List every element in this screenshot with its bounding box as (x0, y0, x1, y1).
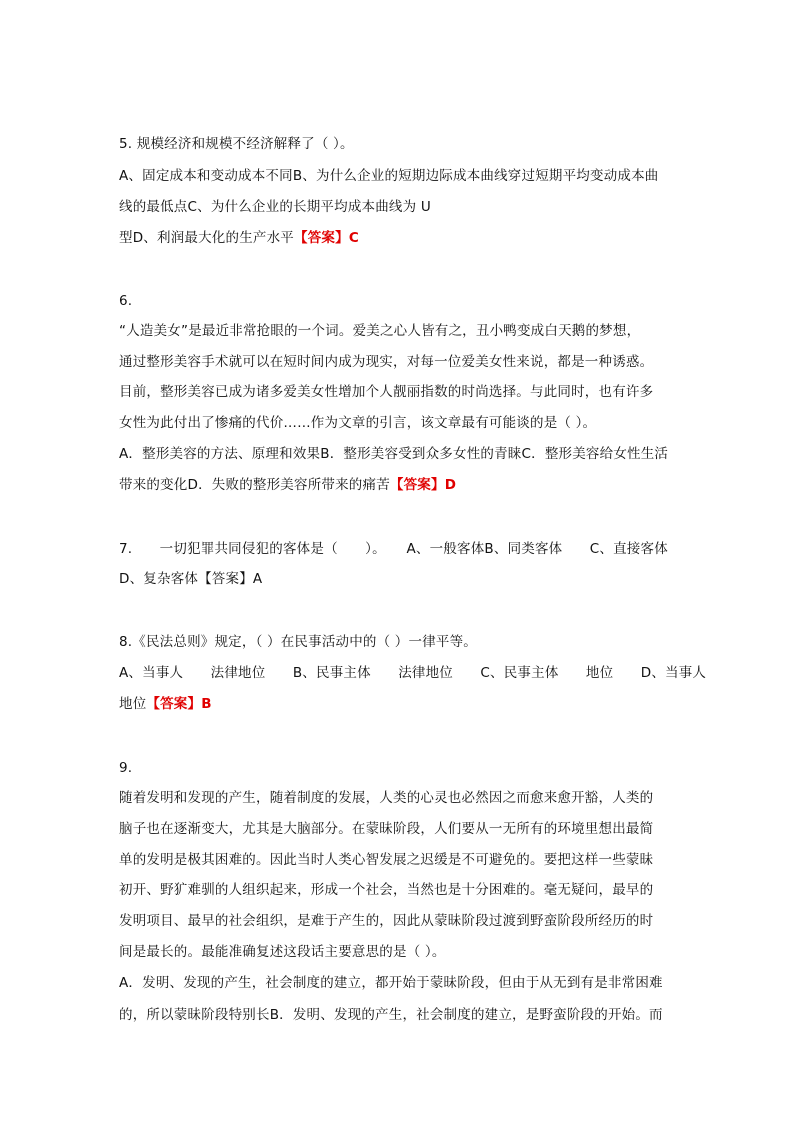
q6-passage-line-4: 女性为此付出了惨痛的代价……作为文章的引言，该文章最有可能谈的是（ ）。 (119, 415, 597, 431)
q6-passage-line-2: 通过整形美容手术就可以在短时间内成为现实，对每一位爱美女性来说，都是一种诱惑。 (119, 354, 654, 370)
q7-option-text: D、复杂客体 (119, 571, 199, 587)
q5-answer: C (348, 230, 359, 246)
q9-options-line-1: A．发明、发现的产生，社会制度的建立，都开始于蒙昧阶段，但由于从无到有是非常困难 (119, 975, 663, 991)
q6-options-line-1: A．整形美容的方法、原理和效果B．整形美容受到众多女性的青睐C．整形美容给女性生活 (119, 446, 669, 462)
q8-answer-tag: 【答案】 (146, 696, 202, 712)
q6-options-line-2 (119, 475, 456, 495)
q6-answer: D (444, 477, 457, 493)
q5-option-text: 型D、利润最大化的生产水平 (119, 230, 294, 246)
q9-passage-line-5: 发明项目、最早的社会组织，是难于产生的，因此从蒙昧阶段过渡到野蛮阶段所经历的时 (119, 913, 654, 929)
q6-passage-line-3: 目前，整形美容已成为诸多爱美女性增加个人靓丽指数的时尚选择。与此同时，也有许多 (119, 384, 654, 400)
q5-options-line-1: A、固定成本和变动成本不同B、为什么企业的短期边际成本曲线穿过短期平均变动成本曲 (119, 168, 659, 184)
q6-passage-line-1: “人造美女”是最近非常抢眼的一个词。爱美之心人皆有之，丑小鸭变成白天鹅的梦想， (119, 323, 641, 339)
q7-answer-tag: 【答案】 (198, 571, 253, 587)
q5-answer-tag: 【答案】 (294, 230, 349, 246)
q9-options-line-2: 的，所以蒙昧阶段特别长B．发明、发现的产生，社会制度的建立，是野蛮阶段的开始。而 (119, 1007, 663, 1023)
q9-passage-line-1: 随着发明和发现的产生，随着制度的发展，人类的心灵也必然因之而愈来愈开豁，人类的 (119, 790, 654, 806)
q8-stem: 8.《民法总则》规定，（ ）在民事活动中的（ ）一律平等。 (119, 634, 478, 650)
q6-answer-tag: 【答案】 (389, 477, 445, 493)
q5-options-line-2: 线的最低点C、为什么企业的长期平均成本曲线为 U (119, 199, 431, 215)
q6-number: 6. (119, 293, 133, 309)
q7-options-line-2 (119, 569, 262, 589)
q8-options-line-2 (119, 694, 212, 714)
q8-options-line-1: A、当事人 法律地位 B、民事主体 法律地位 C、民事主体 地位 D、当事人 (119, 665, 707, 681)
q9-number: 9. (119, 760, 133, 776)
q7-stem-and-options: 7. 一切犯罪共同侵犯的客体是（ ）。 A、一般客体B、同类客体 C、直接客体 (119, 541, 668, 557)
q9-passage-line-4: 初开、野犷难驯的人组织起来，形成一个社会，当然也是十分困难的。毫无疑问，最早的 (119, 882, 654, 898)
q5-stem: 5. 规模经济和规模不经济解释了（ ）。 (119, 136, 354, 152)
q9-passage-line-2: 脑子也在逐渐变大，尤其是大脑部分。在蒙昧阶段，人们要从一无所有的环境里想出最简 (119, 821, 654, 837)
q9-passage-line-6: 间是最长的。最能准确复述这段话主要意思的是（ ）。 (119, 944, 446, 960)
q6-option-text: 带来的变化D．失败的整形美容所带来的痛苦 (119, 477, 390, 493)
q9-passage-line-3: 单的发明是极其困难的。因此当时人类心智发展之迟缓是不可避免的。要把这样一些蒙昧 (119, 852, 654, 868)
q8-option-text: 地位 (119, 696, 147, 712)
q7-answer: A (252, 571, 263, 587)
q5-options-line-3 (119, 228, 359, 248)
q8-answer: B (201, 696, 212, 712)
